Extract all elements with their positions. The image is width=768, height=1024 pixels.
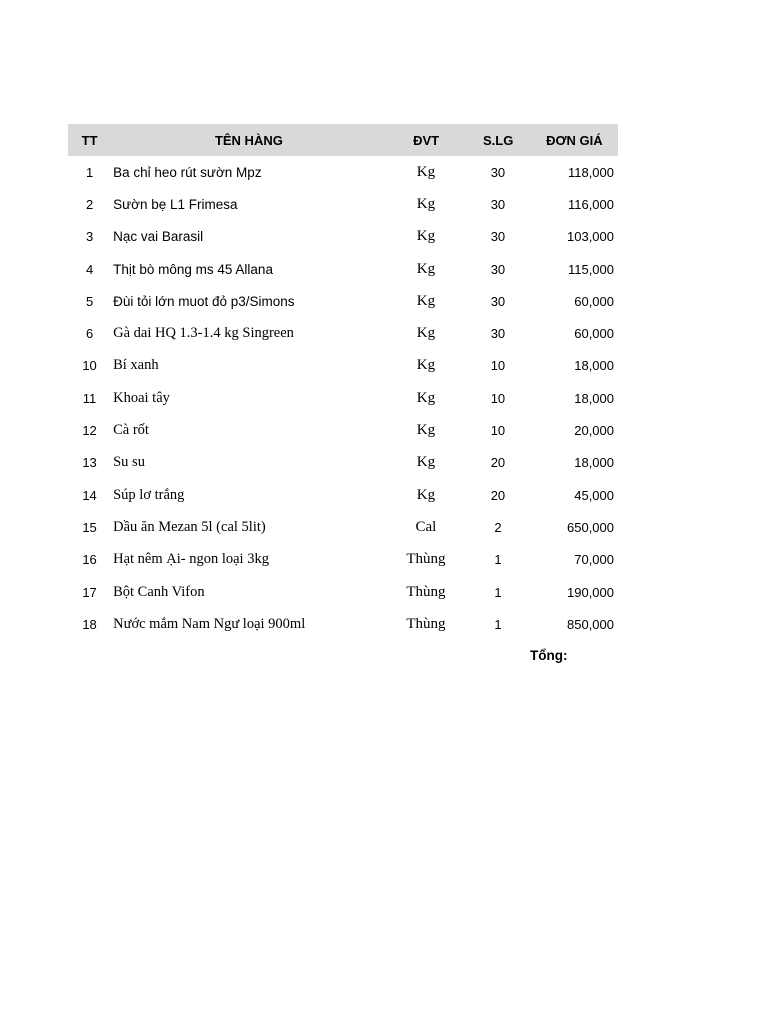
- cell-slg[interactable]: 30: [490, 261, 506, 277]
- cell-price[interactable]: 18,000: [574, 455, 614, 471]
- table-row: [68, 350, 618, 382]
- cell-tt[interactable]: 18: [82, 616, 97, 632]
- cell-dvt[interactable]: Kg: [416, 357, 436, 374]
- cell-dvt[interactable]: Kg: [416, 389, 436, 406]
- cell-slg[interactable]: 30: [490, 196, 506, 212]
- cell-tt[interactable]: 15: [82, 519, 97, 535]
- table-row: [68, 156, 618, 188]
- cell-dvt[interactable]: Kg: [416, 325, 436, 342]
- cell-slg[interactable]: 1: [494, 616, 502, 632]
- cell-tt[interactable]: 3: [85, 229, 94, 245]
- cell-dvt[interactable]: Kg: [416, 228, 436, 245]
- table-row: [68, 221, 618, 253]
- cell-tt[interactable]: 17: [82, 584, 97, 600]
- cell-tt[interactable]: 4: [85, 261, 94, 277]
- header-dvt[interactable]: ĐVT: [413, 132, 440, 148]
- cell-slg[interactable]: 1: [494, 552, 502, 568]
- table-row: [68, 544, 618, 576]
- cell-tt[interactable]: 10: [82, 358, 97, 374]
- header-price[interactable]: ĐƠN GIÁ: [546, 132, 603, 148]
- cell-price[interactable]: 116,000: [567, 196, 614, 212]
- cell-price[interactable]: 18,000: [574, 358, 614, 374]
- cell-price[interactable]: 650,000: [567, 519, 614, 535]
- cell-tt[interactable]: 11: [82, 390, 97, 406]
- table-row: [68, 479, 618, 511]
- cell-price[interactable]: 115,000: [567, 261, 614, 277]
- cell-price[interactable]: 850,000: [567, 616, 614, 632]
- cell-dvt[interactable]: Kg: [416, 292, 436, 309]
- cell-tt[interactable]: 13: [82, 455, 97, 471]
- cell-dvt[interactable]: Kg: [416, 486, 436, 503]
- cell-name[interactable]: Dầu ăn Mezan 5l (cal 5lit): [113, 518, 266, 535]
- cell-price[interactable]: 118,000: [567, 164, 614, 180]
- cell-slg[interactable]: 10: [490, 390, 506, 406]
- cell-price[interactable]: 190,000: [567, 584, 614, 600]
- cell-name[interactable]: Ba chỉ heo rút sườn Mpz: [113, 164, 262, 180]
- cell-price[interactable]: 45,000: [574, 487, 614, 503]
- cell-slg[interactable]: 20: [490, 455, 506, 471]
- cell-tt[interactable]: 6: [85, 326, 94, 342]
- total-row: [68, 640, 618, 670]
- cell-dvt[interactable]: Kg: [416, 195, 436, 212]
- cell-tt[interactable]: 5: [85, 293, 94, 309]
- cell-dvt[interactable]: Thùng: [406, 615, 446, 632]
- header-name[interactable]: TÊN HÀNG: [214, 132, 283, 148]
- cell-dvt[interactable]: Thùng: [406, 551, 446, 568]
- cell-price[interactable]: 18,000: [574, 390, 614, 406]
- cell-name[interactable]: Bột Canh Vifon: [113, 583, 205, 600]
- table-header-row: [68, 124, 618, 156]
- cell-name[interactable]: Hạt nêm Ại- ngon loại 3kg: [113, 551, 269, 568]
- cell-slg[interactable]: 20: [490, 487, 506, 503]
- table-row: [68, 253, 618, 285]
- cell-dvt[interactable]: Kg: [416, 454, 436, 471]
- cell-name[interactable]: Súp lơ trắng: [113, 486, 185, 503]
- cell-name[interactable]: Sườn bẹ L1 Frimesa: [113, 196, 238, 212]
- cell-name[interactable]: Nạc vai Barasil: [113, 229, 204, 245]
- cell-name[interactable]: Su su: [113, 454, 145, 471]
- cell-dvt[interactable]: Kg: [416, 163, 436, 180]
- cell-slg[interactable]: 30: [490, 229, 506, 245]
- cell-price[interactable]: 103,000: [567, 229, 614, 245]
- cell-name[interactable]: Gà dai HQ 1.3-1.4 kg Singreen: [113, 325, 294, 342]
- cell-name[interactable]: Nước mắm Nam Ngư loại 900ml: [113, 615, 306, 632]
- cell-price[interactable]: 20,000: [574, 423, 614, 439]
- table-row: [68, 414, 618, 446]
- total-label[interactable]: Tổng:: [530, 647, 568, 663]
- cell-slg[interactable]: 1: [494, 584, 502, 600]
- cell-tt[interactable]: 2: [85, 196, 94, 212]
- cell-name[interactable]: Khoai tây: [113, 389, 170, 406]
- cell-slg[interactable]: 10: [490, 423, 506, 439]
- spreadsheet-table: [68, 124, 618, 670]
- cell-price[interactable]: 70,000: [574, 552, 614, 568]
- table-row: [68, 285, 618, 317]
- cell-slg[interactable]: 30: [490, 293, 506, 309]
- cell-name[interactable]: Đùi tỏi lớn muot đỏ p3/Simons: [113, 293, 295, 309]
- table-row: [68, 317, 618, 349]
- table-row: [68, 447, 618, 479]
- cell-dvt[interactable]: Cal: [415, 518, 437, 535]
- table-row: [68, 511, 618, 543]
- cell-tt[interactable]: 16: [82, 552, 97, 568]
- cell-tt[interactable]: 1: [85, 164, 94, 180]
- cell-dvt[interactable]: Kg: [416, 422, 436, 439]
- cell-slg[interactable]: 30: [490, 164, 506, 180]
- cell-tt[interactable]: 14: [82, 487, 97, 503]
- cell-slg[interactable]: 30: [490, 326, 506, 342]
- table-row: [68, 576, 618, 608]
- header-tt[interactable]: TT: [81, 132, 98, 148]
- cell-slg[interactable]: 2: [494, 519, 502, 535]
- cell-name[interactable]: Thịt bò mông ms 45 Allana: [113, 261, 273, 277]
- table-row: [68, 188, 618, 220]
- cell-price[interactable]: 60,000: [574, 293, 614, 309]
- cell-slg[interactable]: 10: [490, 358, 506, 374]
- cell-tt[interactable]: 12: [82, 423, 97, 439]
- cell-dvt[interactable]: Kg: [416, 260, 436, 277]
- cell-price[interactable]: 60,000: [574, 326, 614, 342]
- table-body: [68, 156, 618, 640]
- header-slg[interactable]: S.LG: [483, 132, 514, 148]
- cell-name[interactable]: Bí xanh: [113, 357, 159, 374]
- table-row: [68, 608, 618, 640]
- table-row: [68, 382, 618, 414]
- cell-name[interactable]: Cà rốt: [113, 422, 149, 439]
- cell-dvt[interactable]: Thùng: [406, 583, 446, 600]
